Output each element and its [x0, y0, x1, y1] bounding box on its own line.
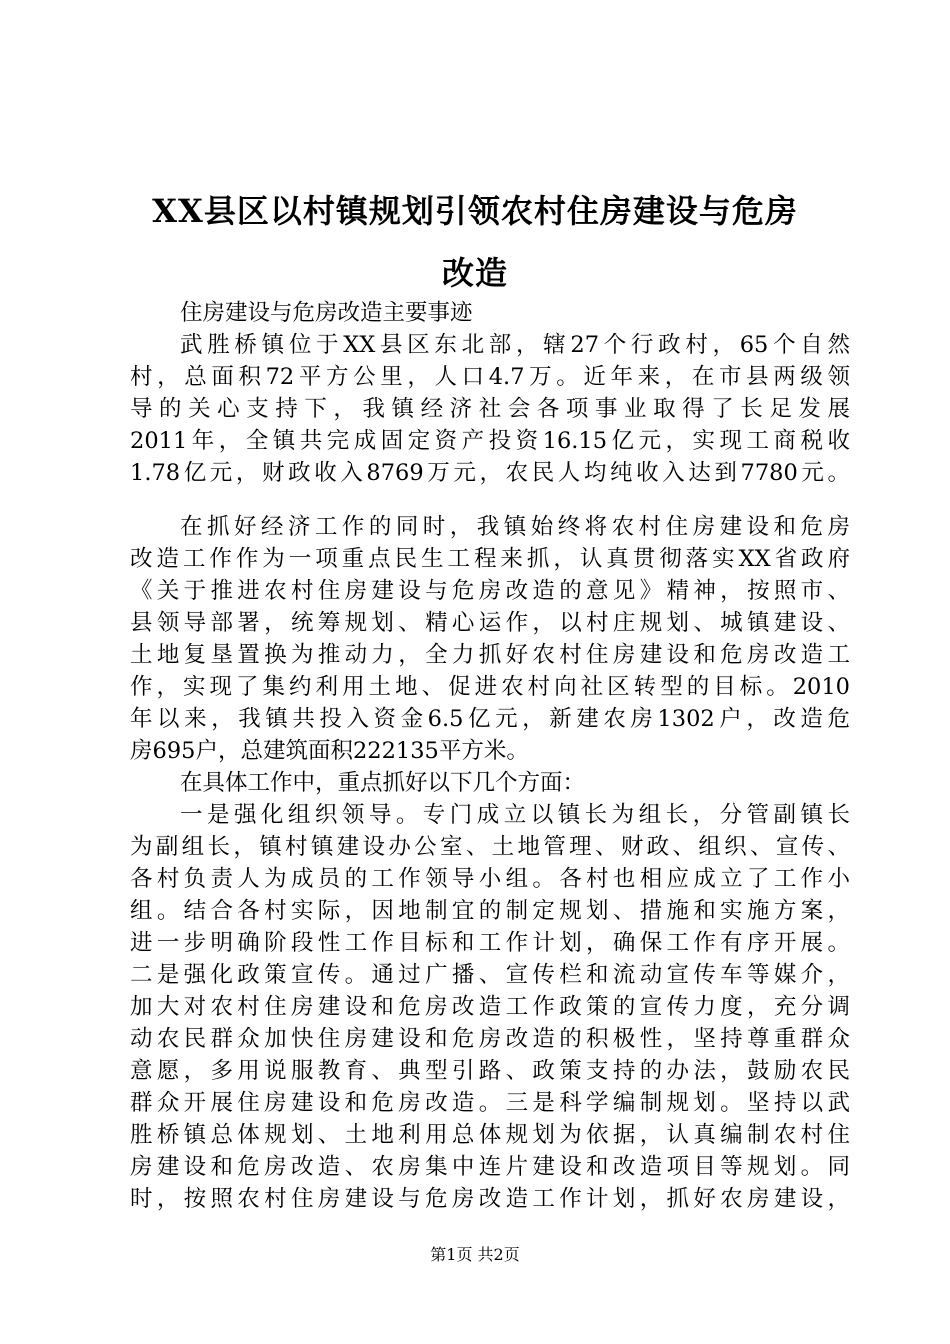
paragraph-line: 在抓好经济工作的同时，我镇始终将农村住房建设和危房: [180, 514, 850, 540]
paragraph-line: 群众开展住房建设和危房改造。三是科学编制规划。坚持以武: [130, 1090, 850, 1116]
paragraph-line: 导的关心支持下，我镇经济社会各项事业取得了长足发展: [130, 396, 850, 422]
paragraph-line: 在具体工作中，重点抓好以下几个方面：: [180, 770, 586, 796]
paragraph-line: 武胜桥镇位于XX县区东北部，辖27个行政村，65个自然: [180, 332, 850, 358]
paragraph-line: 《关于推进农村住房建设与危房改造的意见》精神，按照市、: [130, 578, 850, 604]
paragraph-line: 胜桥镇总体规划、土地利用总体规划为依据，认真编制农村住: [130, 1122, 850, 1148]
paragraph-line: 土地复垦置换为推动力，全力抓好农村住房建设和危房改造工: [130, 642, 850, 668]
paragraph-line: 2011年，全镇共完成固定资产投资16.15亿元，实现工商税收: [130, 428, 850, 454]
paragraph-line: 各村负责人为成员的工作领导小组。各村也相应成立了工作小: [130, 866, 850, 892]
paragraph-line: 意愿，多用说服教育、典型引路、政策支持的办法，鼓励农民: [130, 1058, 850, 1084]
paragraph-line: 加大对农村住房建设和危房改造工作政策的宣传力度，充分调: [130, 994, 850, 1020]
paragraph-line: 改造工作作为一项重点民生工程来抓，认真贯彻落实XX省政府: [130, 546, 850, 572]
paragraph-line: 作，实现了集约利用土地、促进农村向社区转型的目标。2010: [130, 674, 850, 700]
paragraph-line: 二是强化政策宣传。通过广播、宣传栏和流动宣传车等媒介，: [130, 962, 850, 988]
document-title-line-2: 改造: [441, 254, 508, 292]
paragraph-line: 村，总面积72平方公里，人口4.7万。近年来，在市县两级领: [130, 364, 850, 390]
paragraph-line: 组。结合各村实际，因地制宜的制定规划、措施和实施方案，: [130, 898, 850, 924]
paragraph-line: 房695户，总建筑面积222135平方米。: [130, 738, 529, 764]
paragraph-line: 县领导部署，统筹规划、精心运作，以村庄规划、城镇建设、: [130, 610, 850, 636]
paragraph-line: 一是强化组织领导。专门成立以镇长为组长，分管副镇长: [180, 802, 850, 828]
paragraph-line: 进一步明确阶段性工作目标和工作计划，确保工作有序开展。: [130, 930, 850, 956]
paragraph-line: 时，按照农村住房建设与危房改造工作计划，抓好农房建设，: [130, 1186, 850, 1212]
paragraph-line: 年以来，我镇共投入资金6.5亿元，新建农房1302户，改造危: [130, 706, 850, 732]
paragraph-line: 为副组长，镇村镇建设办公室、土地管理、财政、组织、宣传、: [130, 834, 850, 860]
page-number-footer: 第1页 共2页: [430, 1245, 520, 1264]
paragraph-line: 1.78亿元，财政收入8769万元，农民人均纯收入达到7780元。: [130, 460, 850, 486]
paragraph-line: 动农民群众加快住房建设和危房改造的积极性，坚持尊重群众: [130, 1026, 850, 1052]
paragraph-line: 住房建设与危房改造主要事迹: [180, 300, 473, 326]
document-title-line-1: XX县区以村镇规划引领农村住房建设与危房: [152, 192, 798, 230]
paragraph-line: 房建设和危房改造、农房集中连片建设和改造项目等规划。同: [130, 1154, 850, 1180]
